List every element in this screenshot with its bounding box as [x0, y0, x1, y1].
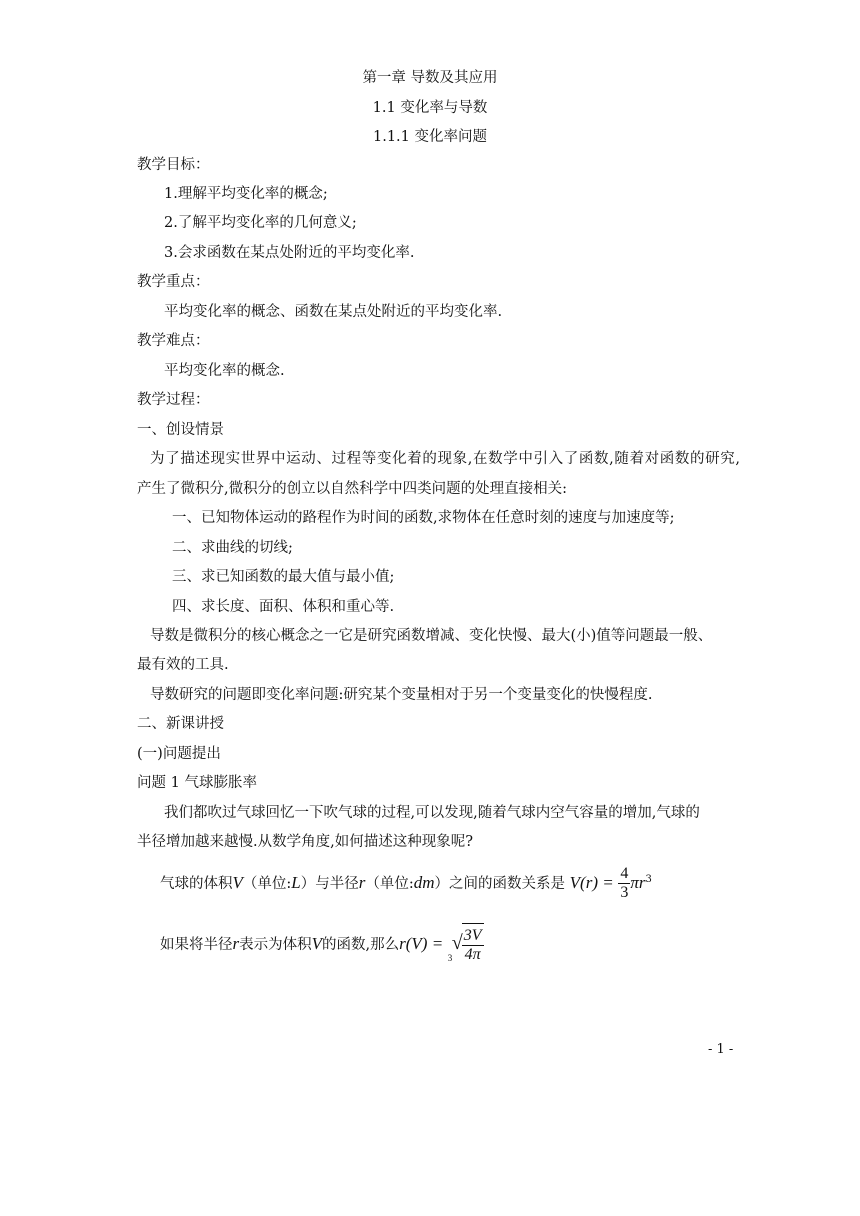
text-segment: ）与半径	[300, 875, 359, 892]
text-segment: （单位:	[365, 875, 414, 892]
problem-item: 三、求已知函数的最大值与最小值;	[172, 569, 395, 585]
fraction	[462, 927, 484, 964]
problem-item: 一、已知物体运动的路程作为时间的函数,求物体在任意时刻的速度与加速度等;	[172, 510, 675, 526]
math-var: r	[358, 872, 366, 892]
text-segment: 如果将半径	[160, 937, 233, 953]
problem-item: 二、求曲线的切线;	[172, 540, 293, 556]
radical-sign: √	[451, 931, 463, 954]
problem-title: 问题 1 气球膨胀率	[137, 775, 257, 791]
text-segment: ）之间的函数关系是	[434, 875, 566, 892]
fraction-denominator: 4π	[464, 946, 481, 963]
part1-heading: 一、创设情景	[137, 422, 224, 438]
fraction	[618, 865, 630, 902]
chapter-title: 第一章 导数及其应用	[362, 70, 498, 86]
derivative-line: 导数是微积分的核心概念之一它是研究函数增减、变化快慢、最大(小)值等问题最一般、	[150, 628, 713, 644]
root-index: 3	[447, 952, 453, 963]
root-body	[462, 923, 484, 968]
rate-line: 导数研究的问题即变化率问题:研究某个变量相对于另一个变量变化的快慢程度.	[150, 687, 653, 703]
fraction-numerator: 4	[620, 865, 629, 883]
fraction-numerator: 3V	[463, 927, 482, 944]
objective-item: 2.了解平均变化率的几何意义;	[164, 215, 357, 231]
difficulties-text: 平均变化率的概念.	[164, 363, 285, 379]
objective-item: 1.理解平均变化率的概念;	[164, 186, 328, 202]
formula-lhs: V(r) =	[569, 872, 614, 892]
text-segment: 表示为体积	[239, 937, 312, 953]
page-number: - 1 -	[708, 1042, 734, 1057]
text-segment: （单位:	[242, 875, 292, 892]
process-heading: 教学过程：	[137, 392, 210, 408]
key-points-heading: 教学重点：	[137, 274, 210, 290]
intro-line: 产生了微积分,微积分的创立以自然科学中四类问题的处理直接相关:	[137, 481, 567, 497]
objective-item: 3.会求函数在某点处附近的平均变化率.	[164, 245, 415, 261]
key-points-text: 平均变化率的概念、函数在某点处附近的平均变化率.	[164, 304, 503, 320]
fraction-denominator: 3	[620, 884, 629, 902]
subsection-title: 1.1.1 变化率问题	[372, 129, 487, 145]
part2-sub-heading: (一)问题提出	[137, 746, 221, 762]
part2-heading: 二、新课讲授	[137, 716, 224, 732]
paragraph-line: 半径增加越来越慢.从数学角度,如何描述这种现象呢?	[137, 834, 473, 850]
formula-lhs: r(V) =	[399, 934, 444, 953]
math-var: V	[311, 934, 323, 953]
problem-item: 四、求长度、面积、体积和重心等.	[172, 599, 395, 615]
math-unit: L	[291, 872, 301, 892]
paragraph-line: 我们都吹过气球回忆一下吹气球的过程,可以发现,随着气球内空气容量的增加,气球的	[164, 805, 700, 821]
objectives-heading: 教学目标：	[137, 157, 210, 173]
volume-formula-line	[160, 858, 652, 906]
derivative-line: 最有效的工具.	[137, 657, 229, 673]
math-unit: dm	[413, 872, 435, 892]
difficulties-heading: 教学难点：	[137, 333, 210, 349]
section-title: 1.1 变化率与导数	[372, 100, 488, 116]
text-segment: 气球的体积	[160, 875, 233, 892]
text-segment: 的函数,那么	[322, 937, 400, 953]
math-var: r	[232, 934, 240, 953]
intro-line: 为了描述现实世界中运动、过程等变化着的现象,在数学中引入了函数,随着对函数的研究,	[150, 451, 740, 467]
cube-root	[448, 923, 484, 968]
radius-formula-line	[160, 922, 484, 968]
math-var: V	[232, 872, 243, 892]
exponent: 3	[645, 874, 652, 885]
formula-tail: πr	[630, 872, 646, 892]
